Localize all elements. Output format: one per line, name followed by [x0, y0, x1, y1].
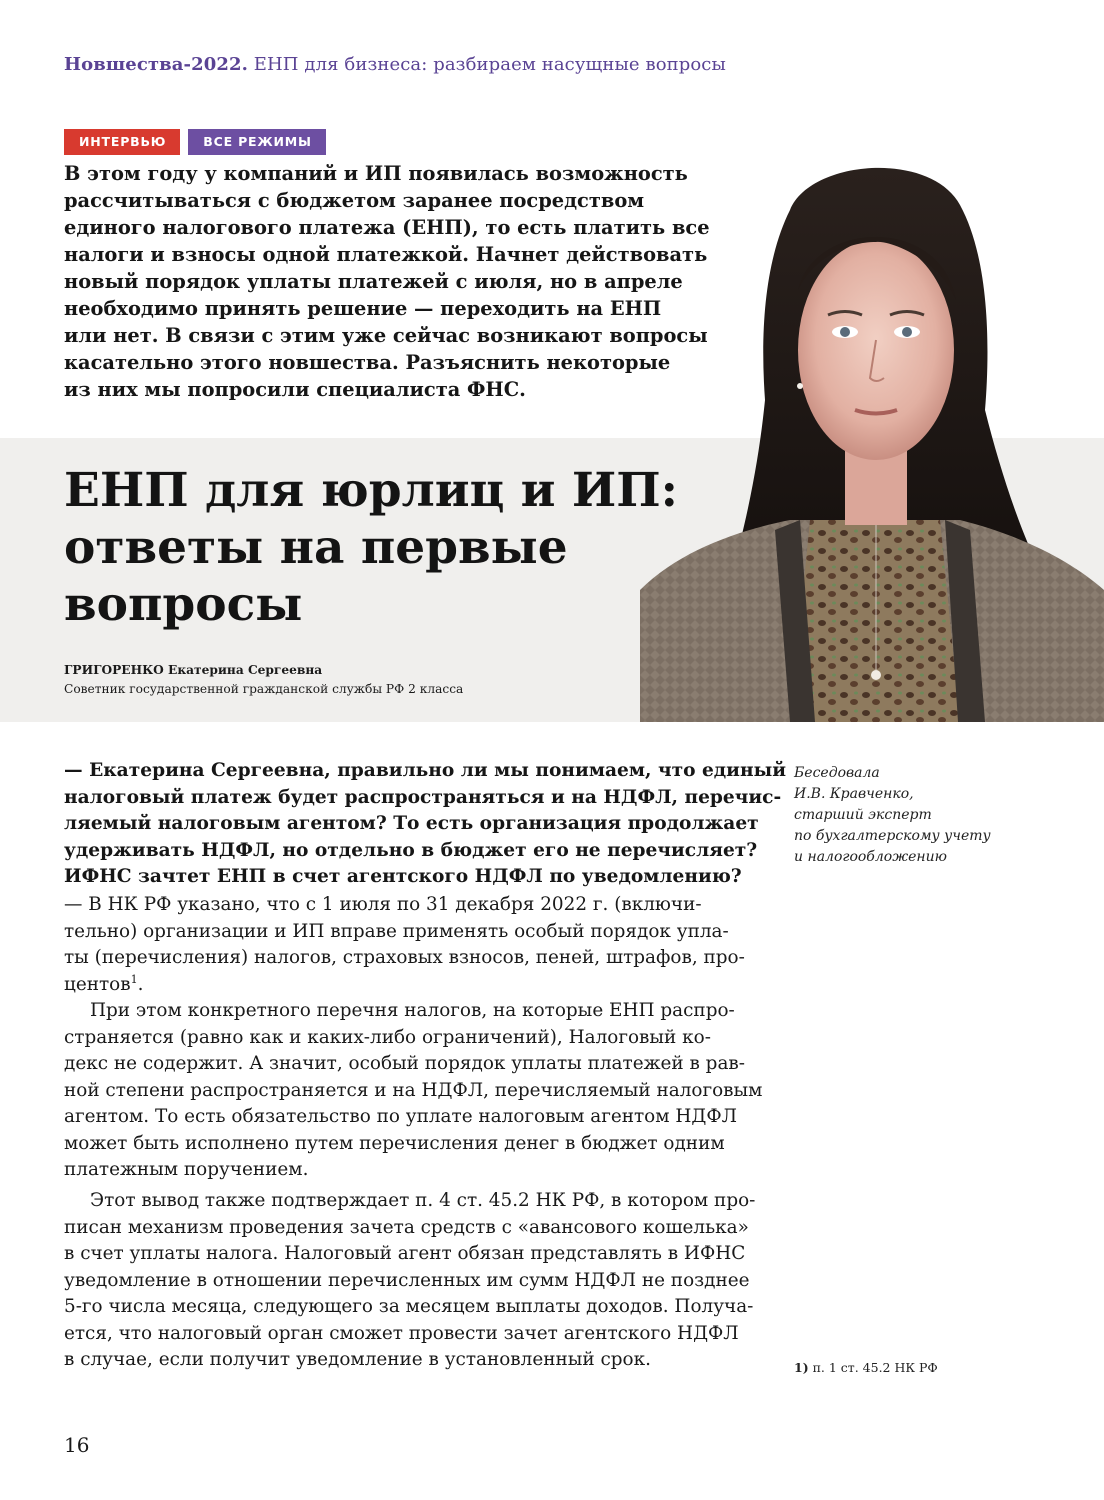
answer-line: — В НК РФ указано, что с 1 июля по 31 декабря 2022 г. (включи-: [64, 894, 702, 915]
lead-line: касательно этого новшества. Разъяснить некоторые: [64, 351, 671, 374]
lead-line: из них мы попросили специалиста ФНС.: [64, 378, 526, 401]
question-line: ляемый налоговым агентом? То есть организация продолжает: [64, 813, 759, 834]
question-line: удерживать НДФЛ, но отдельно в бюджет его не перечисляет?: [64, 839, 758, 861]
author-position: Советник государственной гражданской службы РФ 2 класса: [64, 682, 464, 696]
lead-line: единого налогового платежа (ЕНП), то есть платить все: [64, 216, 710, 239]
sidebar-line: Беседовала: [794, 765, 880, 781]
answer-line: платежным поручением.: [64, 1159, 309, 1180]
sidebar-line: и налогообложению: [794, 849, 947, 865]
answer-line: Этот вывод также подтверждает п. 4 ст. 45.2 НК РФ, в котором про-: [90, 1190, 756, 1211]
question-line: ИФНС зачтет ЕНП в счет агентского НДФЛ по уведомлению?: [64, 866, 742, 887]
answer-line: 5-го числа месяца, следующего за месяцем выплаты доходов. Получа-: [64, 1296, 754, 1317]
footnote-marker: 1): [794, 1360, 809, 1375]
tag-all-regimes[interactable]: ВСЕ РЕЖИМЫ: [188, 129, 325, 155]
answer-line: страняется (равно как и каких-либо ограничений), Налоговый ко-: [64, 1026, 711, 1048]
footnote-text: п. 1 ст. 45.2 НК РФ: [808, 1360, 938, 1375]
question-line: — Екатерина Сергеевна, правильно ли мы понимаем, что единый: [64, 760, 787, 781]
author-name: ГРИГОРЕНКО Екатерина Сергеевна: [64, 663, 323, 677]
answer-line: может быть исполнено путем перечисления денег в бюджет одним: [64, 1132, 725, 1154]
answer-line-end: .: [137, 973, 144, 995]
lead-line: новый порядок уплаты платежей с июля, но в апреле: [64, 270, 683, 293]
answer-line: При этом конкретного перечня налогов, на которые ЕНП распро-: [90, 1000, 735, 1021]
answer-line: центов: [64, 973, 131, 995]
sidebar-line: И.В. Кравченко,: [794, 786, 914, 802]
answer-line: в случае, если получит уведомление в установленный срок.: [64, 1349, 651, 1370]
footnote-reference[interactable]: 1: [130, 972, 138, 986]
answer-line: писан механизм проведения зачета средств с «авансового кошелька»: [64, 1216, 749, 1238]
answer-paragraph-2: [64, 998, 763, 1184]
answer-paragraph-3: [64, 1188, 756, 1374]
interview-question: [64, 758, 787, 891]
running-head: [64, 54, 726, 75]
question-line: налоговый платеж будет распространяться и на НДФЛ, перечис-: [64, 786, 782, 808]
headline-line: вопросы: [64, 577, 303, 632]
lead-line: налоги и взносы одной платежкой. Начнет действовать: [64, 243, 708, 266]
lead-line: или нет. В связи с этим уже сейчас возникают вопросы: [64, 324, 708, 347]
answer-line-last: [64, 972, 744, 999]
answer-line: ной степени распространяется и на НДФЛ, перечисляемый налоговым: [64, 1079, 763, 1101]
lead-line: рассчитываться с бюджетом заранее посредством: [64, 189, 645, 212]
answer-line: уведомление в отношении перечисленных им сумм НДФЛ не позднее: [64, 1269, 750, 1291]
sidebar-line: по бухгалтерскому учету: [794, 828, 991, 844]
tag-interview[interactable]: ИНТЕРВЬЮ: [64, 129, 180, 155]
footnote: [794, 1360, 938, 1375]
page-number: 16: [64, 1433, 90, 1457]
running-head-section: Новшества-2022.: [64, 54, 248, 75]
answer-line: декс не содержит. А значит, особый порядок уплаты платежей в рав-: [64, 1053, 745, 1074]
category-tags: [64, 129, 326, 155]
sidebar-line: старший эксперт: [794, 807, 932, 823]
answer-line: ется, что налоговый орган сможет провести зачет агентского НДФЛ: [64, 1322, 739, 1344]
answer-paragraph-1: [64, 892, 744, 998]
answer-line: в счет уплаты налога. Налоговый агент обязан представлять в ИФНС: [64, 1243, 746, 1264]
answer-line: ты (перечисления) налогов, страховых взносов, пеней, штрафов, про-: [64, 947, 745, 968]
lead-line: В этом году у компаний и ИП появилась возможность: [64, 162, 688, 185]
interviewer-credit: [794, 763, 1014, 868]
lead-line: необходимо принять решение — переходить на ЕНП: [64, 297, 662, 320]
article-headline: [64, 462, 678, 633]
answer-line: агентом. То есть обязательство по уплате налоговым агентом НДФЛ: [64, 1106, 737, 1127]
headline-line: ответы на первые: [64, 520, 568, 575]
headline-line: ЕНП для юрлиц и ИП:: [64, 463, 679, 518]
lead-paragraph: [64, 160, 724, 403]
answer-line: тельно) организации и ИП вправе применять особый порядок упла-: [64, 920, 729, 942]
running-head-title: ЕНП для бизнеса: разбираем насущные вопросы: [247, 54, 726, 75]
